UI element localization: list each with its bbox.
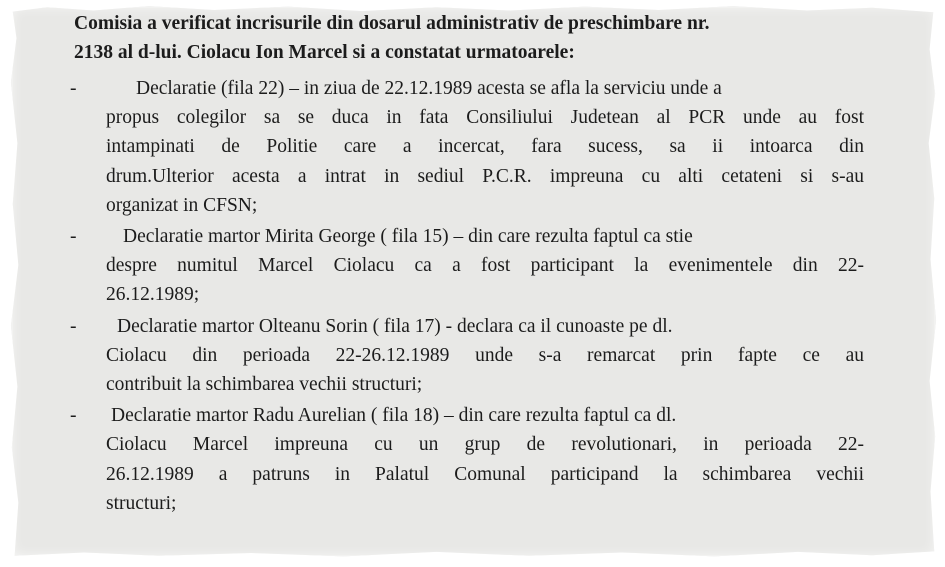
bullet-dash: - — [70, 226, 77, 248]
list-item — [70, 312, 864, 400]
list-item-text — [106, 312, 864, 400]
text-line: drum.Ulterior acesta a intrat in sediul P.C.R. impreuna cu alti cetateni si s-au — [106, 165, 864, 187]
list-item-text — [106, 222, 864, 310]
text-line: propus colegilor sa se duca in fata Consiliului Judetean al PCR unde au fost — [106, 107, 864, 129]
text-line: Ciolacu din perioada 22-26.12.1989 unde s-a remarcat prin fapte ce au — [106, 344, 864, 366]
document-heading — [74, 9, 864, 67]
text-line: contribuit la schimbarea vechii structuri; — [106, 374, 423, 396]
text-line: Declaratie (fila 22) – in ziua de 22.12.1989 acesta se afla la serviciu unde a — [136, 78, 722, 99]
heading-line: 2138 al d-lui. Ciolacu Ion Marcel si a constatat urmatoarele: — [74, 42, 575, 63]
text-line: despre numitul Marcel Ciolacu ca a fost participant la evenimentele din 22- — [106, 255, 864, 277]
list-item — [70, 74, 864, 220]
text-line: Declaratie martor Radu Aurelian ( fila 18) – din care rezulta faptul ca dl. — [111, 405, 677, 427]
text-line: 26.12.1989; — [106, 284, 200, 306]
list-item — [70, 222, 864, 310]
text-line: 26.12.1989 a patruns in Palatul Comunal participand la schimbarea vechii — [106, 463, 864, 485]
text-line: structuri; — [106, 492, 177, 514]
document-body — [70, 9, 864, 520]
bullet-dash: - — [70, 315, 77, 337]
text-line: Declaratie martor Mirita George ( fila 15) – din care rezulta faptul ca stie — [123, 226, 693, 248]
text-line: intampinati de Politie care a incercat, fara sucess, sa ii intoarca din — [106, 136, 864, 158]
text-line: organizat in CFSN; — [106, 194, 258, 216]
list-item — [70, 401, 864, 518]
heading-line: Comisia a verificat incrisurile din dosarul administrativ de preschimbare nr. — [74, 13, 710, 34]
bullet-dash: - — [70, 78, 77, 99]
list-item-text — [106, 74, 864, 220]
bullet-dash: - — [70, 405, 77, 427]
text-line: Declaratie martor Olteanu Sorin ( fila 17) - declara ca il cunoaste pe dl. — [117, 315, 673, 337]
text-line: Ciolacu Marcel impreuna cu un grup de revolutionari, in perioada 22- — [106, 434, 864, 456]
list-item-text — [106, 401, 864, 518]
